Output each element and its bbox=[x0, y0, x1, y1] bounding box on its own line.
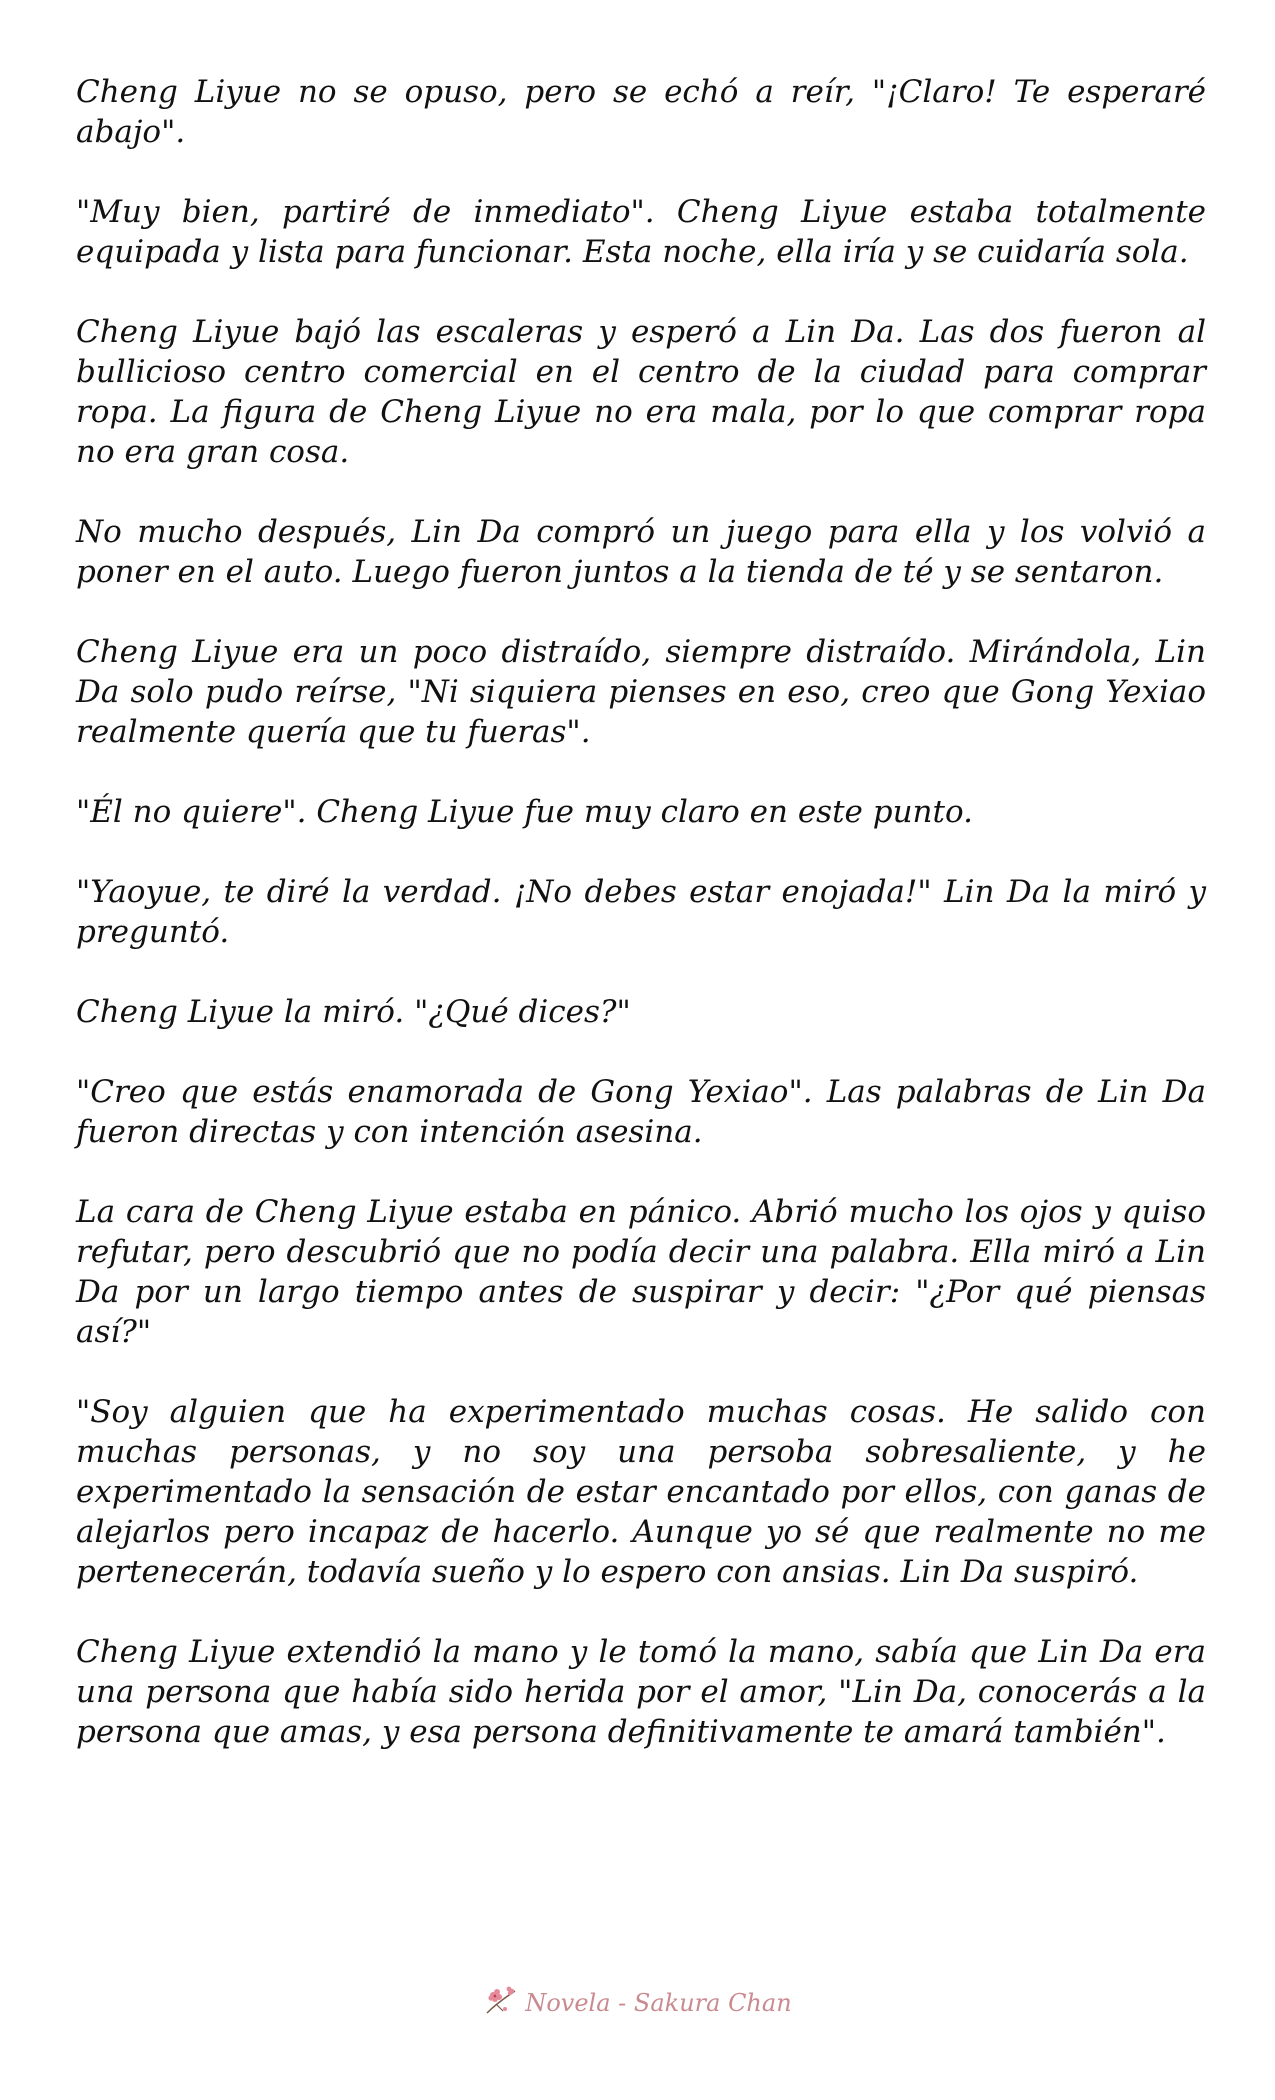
paragraph-2: "Muy bien, partiré de inmediato". Cheng Liyue estaba totalmente equipada y lista para funcionar. Esta noche, ella iría y se cuidaría sola. bbox=[76, 194, 1206, 270]
paragraph-4: No mucho después, Lin Da compró un juego para ella y los volvió a poner en el auto. Luego fueron juntos a la tienda de té y se sentaron. bbox=[76, 514, 1206, 590]
footer-watermark bbox=[0, 1985, 1275, 2017]
paragraph-10: La cara de Cheng Liyue estaba en pánico. Abrió mucho los ojos y quiso refutar, pero descubrió que no podía decir una palabra. Ella miró a Lin Da por un largo tiempo antes de suspirar y decir: "¿Por qué piensas así?" bbox=[76, 1194, 1206, 1350]
paragraph-9: "Creo que estás enamorada de Gong Yexiao". Las palabras de Lin Da fueron directas y con intención asesina. bbox=[76, 1074, 1206, 1150]
paragraph-6: "Él no quiere". Cheng Liyue fue muy claro en este punto. bbox=[76, 794, 973, 830]
footer-text: Novela - Sakura Chan bbox=[525, 1989, 792, 2017]
paragraph-7: "Yaoyue, te diré la verdad. ¡No debes estar enojada!" Lin Da la miró y preguntó. bbox=[76, 874, 1206, 950]
paragraph-3: Cheng Liyue bajó las escaleras y esperó a Lin Da. Las dos fueron al bullicioso centro comercial en el centro de la ciudad para comprar ropa. La figura de Cheng Liyue no era mala, por lo que comprar ropa no era gran cosa. bbox=[76, 314, 1206, 470]
document-body bbox=[76, 72, 1206, 1792]
paragraph-1: Cheng Liyue no se opuso, pero se echó a reír, "¡Claro! Te esperaré abajo". bbox=[76, 74, 1206, 150]
paragraph-12: Cheng Liyue extendió la mano y le tomó la mano, sabía que Lin Da era una persona que había sido herida por el amor, "Lin Da, conocerás a la persona que amas, y esa persona definitivamente te amará también". bbox=[76, 1634, 1206, 1750]
cherry-blossom-icon bbox=[483, 1985, 519, 2017]
paragraph-5: Cheng Liyue era un poco distraído, siempre distraído. Mirándola, Lin Da solo pudo reírse, "Ni siquiera pienses en eso, creo que Gong Yexiao realmente quería que tu fueras". bbox=[76, 634, 1206, 750]
paragraph-8: Cheng Liyue la miró. "¿Qué dices?" bbox=[76, 994, 631, 1030]
paragraph-11: "Soy alguien que ha experimentado muchas cosas. He salido con muchas personas, y no soy una persoba sobresaliente, y he experimentado la sensación de estar encantado por ellos, con ganas de alejarlos pero incapaz de hacerlo. Aunque yo sé que realmente no me pertenecerán, todavía sueño y lo espero con ansias. Lin Da suspiró. bbox=[76, 1394, 1206, 1590]
